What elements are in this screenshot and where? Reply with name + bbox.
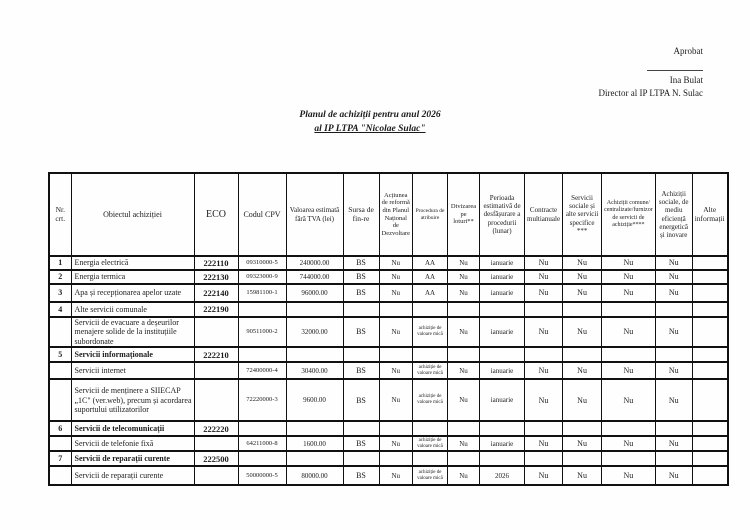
cell-cpv: 09310000-5 bbox=[238, 256, 286, 270]
cell-num: 4 bbox=[49, 302, 71, 317]
cell-multiyear: Nu bbox=[525, 317, 563, 347]
table-row bbox=[49, 256, 728, 270]
cell-green: Nu bbox=[655, 284, 692, 302]
cell-green bbox=[655, 347, 692, 362]
cell-procedure bbox=[413, 421, 448, 436]
cell-value: 240000.00 bbox=[286, 256, 343, 270]
cell-source: BS bbox=[343, 270, 379, 284]
cell-object: Servicii internet bbox=[71, 362, 194, 379]
cell-eco: 222110 bbox=[194, 256, 238, 270]
cell-social bbox=[563, 302, 602, 317]
cell-other bbox=[692, 379, 727, 421]
cell-lots: Nu bbox=[448, 379, 480, 421]
cell-reform: Nu bbox=[379, 436, 413, 451]
cell-green: Nu bbox=[655, 270, 692, 284]
cell-period: ianuarie bbox=[480, 256, 525, 270]
cell-value: 744000.00 bbox=[286, 270, 343, 284]
cell-eco: 222140 bbox=[194, 284, 238, 302]
cell-multiyear: Nu bbox=[525, 466, 563, 485]
cell-procedure: AA bbox=[413, 284, 448, 302]
approval-block bbox=[599, 46, 704, 98]
cell-num: 2 bbox=[49, 270, 71, 284]
cell-eco bbox=[194, 362, 238, 379]
cell-green: Nu bbox=[655, 362, 692, 379]
cell-procedure: achiziție de valoare mică bbox=[413, 317, 448, 347]
cell-lots: Nu bbox=[448, 284, 480, 302]
cell-period bbox=[480, 421, 525, 436]
cell-object: Servicii de telecomunicații bbox=[71, 421, 194, 436]
cell-num: 6 bbox=[49, 421, 71, 436]
column-header-source: Sursa de fin-re bbox=[343, 173, 379, 256]
table-row bbox=[49, 362, 728, 379]
procurement-table bbox=[48, 172, 729, 486]
cell-num bbox=[49, 362, 71, 379]
table-row bbox=[49, 317, 728, 347]
cell-source: BS bbox=[343, 256, 379, 270]
cell-lots bbox=[448, 421, 480, 436]
cell-period: ianuarie bbox=[480, 284, 525, 302]
cell-source: BS bbox=[343, 466, 379, 485]
cell-multiyear bbox=[525, 451, 563, 466]
cell-period: ianuarie bbox=[480, 362, 525, 379]
cell-multiyear bbox=[525, 421, 563, 436]
cell-value: 32000.00 bbox=[286, 317, 343, 347]
cell-num: 3 bbox=[49, 284, 71, 302]
cell-num bbox=[49, 436, 71, 451]
cell-source: BS bbox=[343, 362, 379, 379]
cell-social: Nu bbox=[563, 379, 602, 421]
cell-multiyear bbox=[525, 302, 563, 317]
cell-reform bbox=[379, 347, 413, 362]
column-header-value: Valoarea estimată fără TVA (lei) bbox=[286, 173, 343, 256]
cell-multiyear: Nu bbox=[525, 284, 563, 302]
cell-lots: Nu bbox=[448, 466, 480, 485]
table-row bbox=[49, 436, 728, 451]
cell-procedure bbox=[413, 302, 448, 317]
cell-green: Nu bbox=[655, 317, 692, 347]
cell-eco: 222220 bbox=[194, 421, 238, 436]
cell-social: Nu bbox=[563, 256, 602, 270]
title-line-2: al IP LTPA "Nicolae Sulac" bbox=[314, 123, 426, 134]
cell-cpv bbox=[238, 451, 286, 466]
cell-num bbox=[49, 317, 71, 347]
cell-value: 9600.00 bbox=[286, 379, 343, 421]
cell-multiyear bbox=[525, 347, 563, 362]
document-title bbox=[0, 109, 740, 137]
cell-centralized: Nu bbox=[602, 436, 656, 451]
cell-cpv: 09323000-9 bbox=[238, 270, 286, 284]
cell-other bbox=[692, 270, 727, 284]
cell-num bbox=[49, 379, 71, 421]
cell-source bbox=[343, 421, 379, 436]
cell-reform bbox=[379, 451, 413, 466]
cell-procedure: achiziție de valoare mică bbox=[413, 362, 448, 379]
cell-cpv: 64211000-8 bbox=[238, 436, 286, 451]
cell-cpv: 90511000-2 bbox=[238, 317, 286, 347]
cell-eco: 222500 bbox=[194, 451, 238, 466]
cell-procedure: achiziție de valoare mică bbox=[413, 379, 448, 421]
cell-value bbox=[286, 421, 343, 436]
cell-object: Energia electrică bbox=[71, 256, 194, 270]
cell-cpv: 15981100-1 bbox=[238, 284, 286, 302]
cell-cpv: 72220000-3 bbox=[238, 379, 286, 421]
cell-period: ianuarie bbox=[480, 436, 525, 451]
cell-source bbox=[343, 302, 379, 317]
cell-period bbox=[480, 302, 525, 317]
cell-reform: Nu bbox=[379, 284, 413, 302]
cell-social bbox=[563, 451, 602, 466]
cell-centralized: Nu bbox=[602, 256, 656, 270]
cell-other bbox=[692, 421, 727, 436]
cell-object: Energia termica bbox=[71, 270, 194, 284]
cell-period: ianuarie bbox=[480, 379, 525, 421]
cell-value: 80000.00 bbox=[286, 466, 343, 485]
cell-social: Nu bbox=[563, 436, 602, 451]
cell-multiyear: Nu bbox=[525, 379, 563, 421]
cell-eco: 222210 bbox=[194, 347, 238, 362]
cell-other bbox=[692, 302, 727, 317]
table-row bbox=[49, 302, 728, 317]
cell-object: Servicii de reparații curente bbox=[71, 466, 194, 485]
cell-period: ianuarie bbox=[480, 317, 525, 347]
column-header-multiyear: Contracte multianuale bbox=[525, 173, 563, 256]
cell-other bbox=[692, 317, 727, 347]
cell-object: Apa și recepționarea apelor uzate bbox=[71, 284, 194, 302]
cell-other bbox=[692, 436, 727, 451]
column-header-other: Alte informații bbox=[692, 173, 727, 256]
cell-green: Nu bbox=[655, 466, 692, 485]
cell-centralized: Nu bbox=[602, 379, 656, 421]
cell-object: Servicii de menținere a SIIECAP „1C" (ver.web), precum și acordarea suportului utilizatorilor bbox=[71, 379, 194, 421]
cell-procedure: achiziție de valoare mică bbox=[413, 466, 448, 485]
column-header-lots: Divizarea pe loturi** bbox=[448, 173, 480, 256]
column-header-period: Perioada estimativă de desfășurare a procedurii (lunar) bbox=[480, 173, 525, 256]
cell-social: Nu bbox=[563, 270, 602, 284]
column-header-cpv: Codul CPV bbox=[238, 173, 286, 256]
cell-reform: Nu bbox=[379, 466, 413, 485]
cell-green: Nu bbox=[655, 256, 692, 270]
cell-social: Nu bbox=[563, 317, 602, 347]
cell-green: Nu bbox=[655, 379, 692, 421]
cell-centralized bbox=[602, 451, 656, 466]
cell-centralized: Nu bbox=[602, 270, 656, 284]
cell-lots bbox=[448, 451, 480, 466]
cell-lots bbox=[448, 347, 480, 362]
cell-social bbox=[563, 347, 602, 362]
cell-cpv: 72400000-4 bbox=[238, 362, 286, 379]
cell-multiyear: Nu bbox=[525, 270, 563, 284]
cell-object: Servicii informaționale bbox=[71, 347, 194, 362]
column-header-reform: Acțiunea de reformă din Planul Național de Dezvoltare bbox=[379, 173, 413, 256]
cell-green bbox=[655, 421, 692, 436]
table-row bbox=[49, 347, 728, 362]
cell-reform bbox=[379, 302, 413, 317]
cell-other bbox=[692, 347, 727, 362]
cell-other bbox=[692, 466, 727, 485]
cell-lots: Nu bbox=[448, 317, 480, 347]
column-header-social: Servicii sociale și alte servicii specifice *** bbox=[563, 173, 602, 256]
cell-value bbox=[286, 451, 343, 466]
cell-cpv: 50000000-5 bbox=[238, 466, 286, 485]
cell-value: 96000.00 bbox=[286, 284, 343, 302]
column-header-object: Obiectul achiziției bbox=[71, 173, 194, 256]
title-line-1: Planul de achiziții pentru anul 2026 bbox=[299, 110, 441, 120]
cell-reform: Nu bbox=[379, 379, 413, 421]
cell-other bbox=[692, 362, 727, 379]
cell-cpv bbox=[238, 347, 286, 362]
cell-object: Servicii de telefonie fixă bbox=[71, 436, 194, 451]
cell-object: Alte servicii comunale bbox=[71, 302, 194, 317]
cell-green bbox=[655, 302, 692, 317]
cell-multiyear: Nu bbox=[525, 362, 563, 379]
cell-object: Servicii de reparații curente bbox=[71, 451, 194, 466]
signature-line bbox=[647, 70, 703, 71]
cell-procedure: achiziție de valoare mică bbox=[413, 436, 448, 451]
cell-social bbox=[563, 421, 602, 436]
cell-num bbox=[49, 466, 71, 485]
cell-reform bbox=[379, 421, 413, 436]
cell-green: Nu bbox=[655, 436, 692, 451]
cell-cpv bbox=[238, 302, 286, 317]
cell-other bbox=[692, 284, 727, 302]
column-header-eco: ECO bbox=[194, 173, 238, 256]
column-header-centralized: Achiziții comune/ centralizate/furnizor de servicii de achiziție**** bbox=[602, 173, 656, 256]
cell-lots: Nu bbox=[448, 256, 480, 270]
cell-other bbox=[692, 451, 727, 466]
cell-num: 7 bbox=[49, 451, 71, 466]
cell-value: 1600.00 bbox=[286, 436, 343, 451]
cell-source: BS bbox=[343, 317, 379, 347]
cell-centralized: Nu bbox=[602, 362, 656, 379]
cell-lots: Nu bbox=[448, 436, 480, 451]
cell-period: 2026 bbox=[480, 466, 525, 485]
cell-green bbox=[655, 451, 692, 466]
cell-procedure bbox=[413, 451, 448, 466]
cell-multiyear: Nu bbox=[525, 256, 563, 270]
cell-social: Nu bbox=[563, 466, 602, 485]
cell-num: 5 bbox=[49, 347, 71, 362]
cell-centralized bbox=[602, 302, 656, 317]
cell-source: BS bbox=[343, 379, 379, 421]
table-row bbox=[49, 451, 728, 466]
table-row bbox=[49, 270, 728, 284]
cell-source: BS bbox=[343, 436, 379, 451]
cell-value bbox=[286, 302, 343, 317]
cell-period bbox=[480, 347, 525, 362]
cell-other bbox=[692, 256, 727, 270]
table-row bbox=[49, 421, 728, 436]
cell-cpv bbox=[238, 421, 286, 436]
cell-social: Nu bbox=[563, 284, 602, 302]
cell-centralized bbox=[602, 347, 656, 362]
cell-source: BS bbox=[343, 284, 379, 302]
cell-lots: Nu bbox=[448, 362, 480, 379]
cell-eco: 222130 bbox=[194, 270, 238, 284]
cell-lots: Nu bbox=[448, 270, 480, 284]
cell-object: Servicii de evacuare a deșeurilor menajere solide de la instituțiile subordonate bbox=[71, 317, 194, 347]
cell-procedure: AA bbox=[413, 270, 448, 284]
column-header-procedure: Procedura de atribuire bbox=[413, 173, 448, 256]
cell-multiyear: Nu bbox=[525, 436, 563, 451]
cell-reform: Nu bbox=[379, 270, 413, 284]
cell-value bbox=[286, 347, 343, 362]
column-header-green: Achiziții sociale, de mediu eficiență energetică și inovare bbox=[655, 173, 692, 256]
cell-centralized: Nu bbox=[602, 466, 656, 485]
table-row bbox=[49, 379, 728, 421]
cell-eco bbox=[194, 436, 238, 451]
signatory-name: Ina Bulat bbox=[669, 74, 703, 85]
cell-period: ianuarie bbox=[480, 270, 525, 284]
cell-procedure bbox=[413, 347, 448, 362]
cell-eco bbox=[194, 379, 238, 421]
cell-procedure: AA bbox=[413, 256, 448, 270]
cell-eco bbox=[194, 317, 238, 347]
cell-period bbox=[480, 451, 525, 466]
cell-num: 1 bbox=[49, 256, 71, 270]
cell-social: Nu bbox=[563, 362, 602, 379]
approval-label: Aprobat bbox=[673, 46, 703, 56]
cell-eco: 222190 bbox=[194, 302, 238, 317]
cell-centralized: Nu bbox=[602, 284, 656, 302]
cell-reform: Nu bbox=[379, 362, 413, 379]
cell-reform: Nu bbox=[379, 256, 413, 270]
cell-source bbox=[343, 451, 379, 466]
cell-source bbox=[343, 347, 379, 362]
header-row bbox=[49, 173, 728, 256]
column-header-num: Nr. crt. bbox=[49, 173, 71, 256]
cell-centralized: Nu bbox=[602, 317, 656, 347]
table-row bbox=[49, 284, 728, 302]
cell-reform: Nu bbox=[379, 317, 413, 347]
cell-centralized bbox=[602, 421, 656, 436]
table-row bbox=[49, 466, 728, 485]
signatory-role: Director al IP LTPA N. Sulac bbox=[598, 87, 703, 98]
cell-eco bbox=[194, 466, 238, 485]
cell-lots bbox=[448, 302, 480, 317]
cell-value: 30400.00 bbox=[286, 362, 343, 379]
